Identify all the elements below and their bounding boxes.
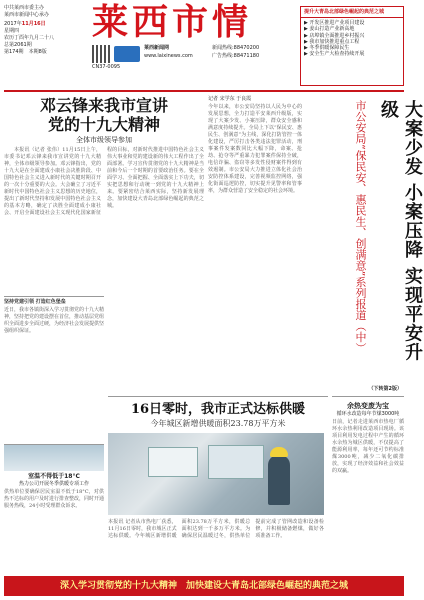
heating-photo — [108, 433, 324, 515]
feature-subheadline: 市公安局“保民安、惠民生、创满意”系列报道（中） — [354, 100, 367, 354]
lead-body — [4, 147, 204, 287]
site-url[interactable]: www.laixinews.com — [144, 53, 193, 59]
publisher-line-1: 中共莱西市委主办 — [4, 5, 45, 11]
side-story-title: 坚持党建引领 打造红色堡垒 — [4, 299, 66, 305]
site-logo-icon — [114, 46, 140, 62]
publisher-line-2: 莱西市新闻中心承办 — [4, 12, 50, 18]
lead-title-line-2: 党的十九大精神 — [47, 115, 160, 134]
issue-date: 2017年11月16日 — [4, 21, 46, 27]
cn-number: CN37-0095 — [92, 64, 121, 70]
lead-byline: 本报讯（记者 张伟） — [14, 147, 63, 153]
heating-box — [4, 444, 104, 572]
index-item[interactable]: ▶ 店埠镇全面推进乡村振兴 — [304, 32, 365, 39]
masthead-title: 莱西市情 — [92, 1, 253, 43]
qr-code-icon — [92, 45, 110, 63]
right-story — [332, 396, 404, 572]
lead-title-line-1: 邓云锋来我市宣讲 — [39, 96, 168, 115]
worker-helmet — [270, 447, 288, 457]
index-box-title: 提升大青岛北部绿色崛起的典范之城 — [301, 7, 403, 18]
feature-continued[interactable]: （下转第2版） — [368, 385, 402, 392]
bottom-banner-text: 深入学习贯彻党的十九大精神 加快建设大青岛北部绿色崛起的典范之城 — [59, 581, 348, 591]
site-name: 莱西新闻网 — [144, 45, 170, 51]
news-hotline: 新闻热线:88470200 — [212, 45, 260, 51]
lead-subtitle: 全体市级领导参加 — [76, 136, 132, 144]
lead-body-text: 11月15日上午，市委书记邓云锋来我市宣讲党的十九大精神，全体市级领导参加。邓云锋指出，党的十九大是在全面建成小康社会决胜阶段、中国特色社会主义进入新时代的关键时期召开的一次十分重要的大会。大会确立了习近平新时代中国特色社会主义思想的历史地位，提出了新时代坚持和发展中国特色社会主义的基本方略，确定了决胜全面建成小康社会、开启全面建设社会主义现代化国家新征程的目标，对新时代推进中国特色社会主义伟大事业和党的建设新的伟大工程作出了全面部署。学习宣传贯彻党的十九大精神是当前和今后一个时期的首要政治任务。要在全面学习、全面把握、全面落实上下功夫，切实把思想和行动统一到党的十九大精神上来。要紧密结合莱西实际，坚持新发展理念，加快建设大青岛北部绿色崛起的典范之城。 — [4, 147, 204, 216]
index-item[interactable]: ▶ 我市加快推进重点工程 — [304, 38, 360, 45]
heating-box-subtitle: 热力公司开展冬季供暖专项工作 — [18, 481, 89, 487]
heating-story — [108, 396, 328, 572]
feature-body-left: 今年以来，市公安局坚持以人民为中心的发展思想，全力打造平安莱西升级版，实现了大案少发、小案压降，群众安全感和满意度持续提升。全局上下以“保民安、惠民生、创满意”为主线，深化打防管控一体化建设，严厉打击各类违法犯罪活动，刑事案件发案数同比大幅下降，命案、抢劫、抢夺等严重暴力犯罪案件保持全破，电信诈骗、盗窃等多发性侵财案件得到有效遏制。市公安局大力推进立体化社会治安防控体系建设，完善视频监控网络，强化街面巡逻防控，切实提升见警率和管事率，为群众营造了安全稳定的社会环境。 — [208, 104, 302, 194]
weekday: 星期四 — [4, 28, 20, 34]
feature-story — [208, 96, 423, 392]
index-box — [300, 6, 404, 86]
index-item[interactable]: ▶ 安全生产大检查持续开展 — [304, 51, 365, 58]
worker-figure — [268, 455, 290, 505]
right-story-subtitle: 循环水改造每年节煤3000吨 — [336, 411, 400, 417]
total-issue: 总第2061期 — [4, 42, 32, 48]
index-item[interactable]: ▶ 冬季供暖保障民生 — [304, 45, 350, 52]
feature-byline: 记者 宋学东 于良霞 — [208, 96, 252, 102]
right-story-title: 余热变废为宝 — [347, 401, 389, 410]
heating-box-title: 室温不得低于18°C — [28, 473, 80, 480]
heating-body: 本报讯 记者从市热电厂获悉，11月16日零时，我市城区正式达标供暖。今年城区新增供暖面积23.78万平方米，供暖总面积达到一千多万平方米。为确保居民温暖过冬，供热单位提前完成了管网改造和设备检修，并积极储备燃煤，做好各项准备工作。 — [108, 519, 324, 539]
lunar-date: 农历丁酉年九月二十八 — [4, 35, 55, 41]
heating-subtitle: 今年城区新增供暖面积23.78万平方米 — [150, 419, 286, 428]
feature-body-right — [306, 96, 348, 376]
heating-box-body: 供热单位要确保居民室温不低于18°C，对供热不达标的用户及时进行排查整改，同时开通服务热线，24小时受理群众诉求。 — [4, 489, 105, 510]
side-story-body: 近日，我市各镇街深入学习贯彻党的十九大精神，坚持把党的建设摆在首位，推动基层党组织全面进步全面过硬，为经济社会发展提供坚强组织保证。 — [4, 307, 105, 335]
heating-box-image — [4, 445, 104, 471]
control-panel-screen — [208, 445, 264, 479]
bottom-banner — [4, 576, 404, 596]
header-rule — [4, 90, 404, 92]
lead-story — [4, 96, 204, 292]
side-story — [4, 296, 104, 441]
index-item[interactable]: ▶ 姜山打造产业新高地 — [304, 26, 355, 33]
right-story-body: 日前，记者走进莱西市热电厂循环水余热利用改造项目现场。该项目利用发电过程中产生的循环水余热为城区供暖，不仅提高了能源利用率，每年还可节约标准煤3000吨，减少二氧化碳排放，实现了经济效益和社会效益的双赢。 — [332, 419, 404, 475]
control-panel-screen — [148, 447, 198, 477]
index-box-list — [301, 18, 403, 59]
index-item[interactable]: ▶ 开发区推进产业项目建设 — [304, 20, 365, 27]
ad-hotline: 广告热线:88471180 — [212, 53, 260, 59]
header-info-strip — [92, 44, 282, 70]
feature-headline: 大案少发 小案压降 实现平安升级 — [378, 100, 423, 362]
masthead-publisher — [4, 5, 84, 56]
heating-title: 16日零时，我市正式达标供暖 — [130, 402, 306, 417]
issue-pages: 第174期 本期8版 — [4, 49, 47, 55]
